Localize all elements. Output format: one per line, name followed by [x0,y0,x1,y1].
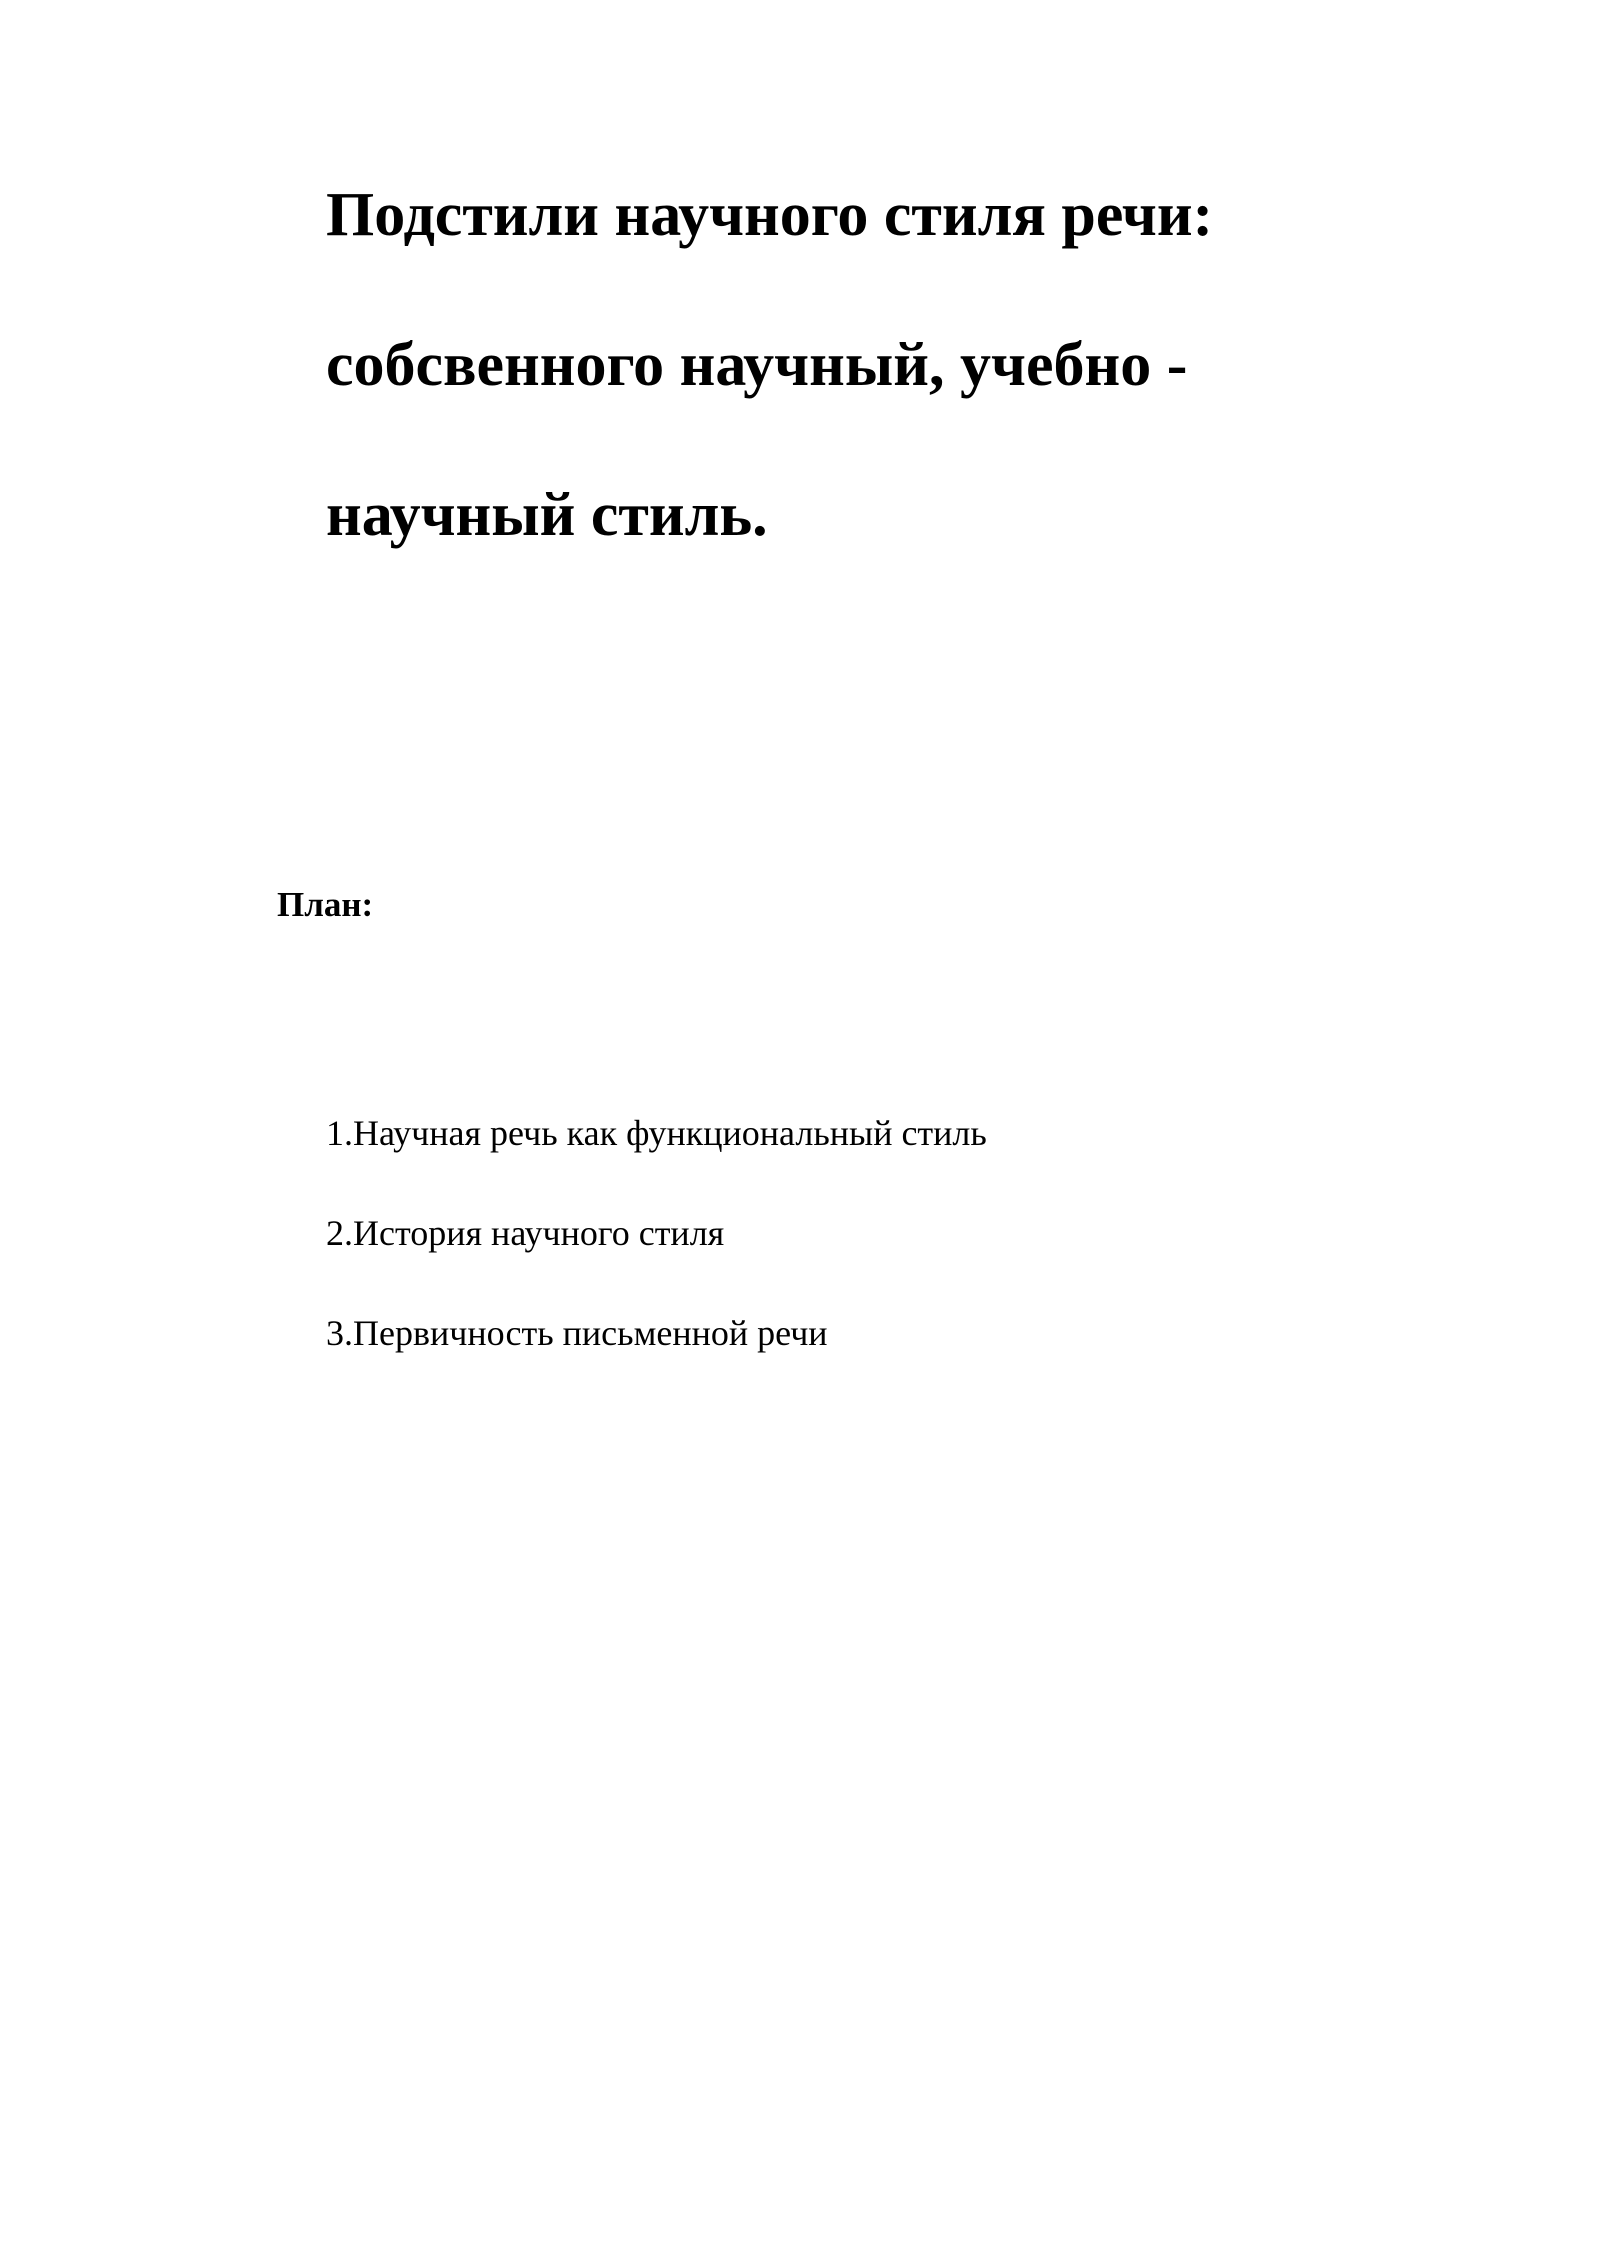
plan-item: 2.История научного стиля [326,1213,725,1253]
document-title [326,140,1326,590]
plan-item: 3.Первичность письменной речи [326,1313,828,1353]
title-line: Подстили научного стиля речи: [326,181,1214,249]
plan-item: 1.Научная речь как функциональный стиль [326,1113,987,1153]
plan-heading: План: [277,885,374,924]
plan-list [326,1083,987,1383]
title-line: научный стиль. [326,481,768,549]
title-line: собсвенного научный, учебно - [326,331,1188,399]
